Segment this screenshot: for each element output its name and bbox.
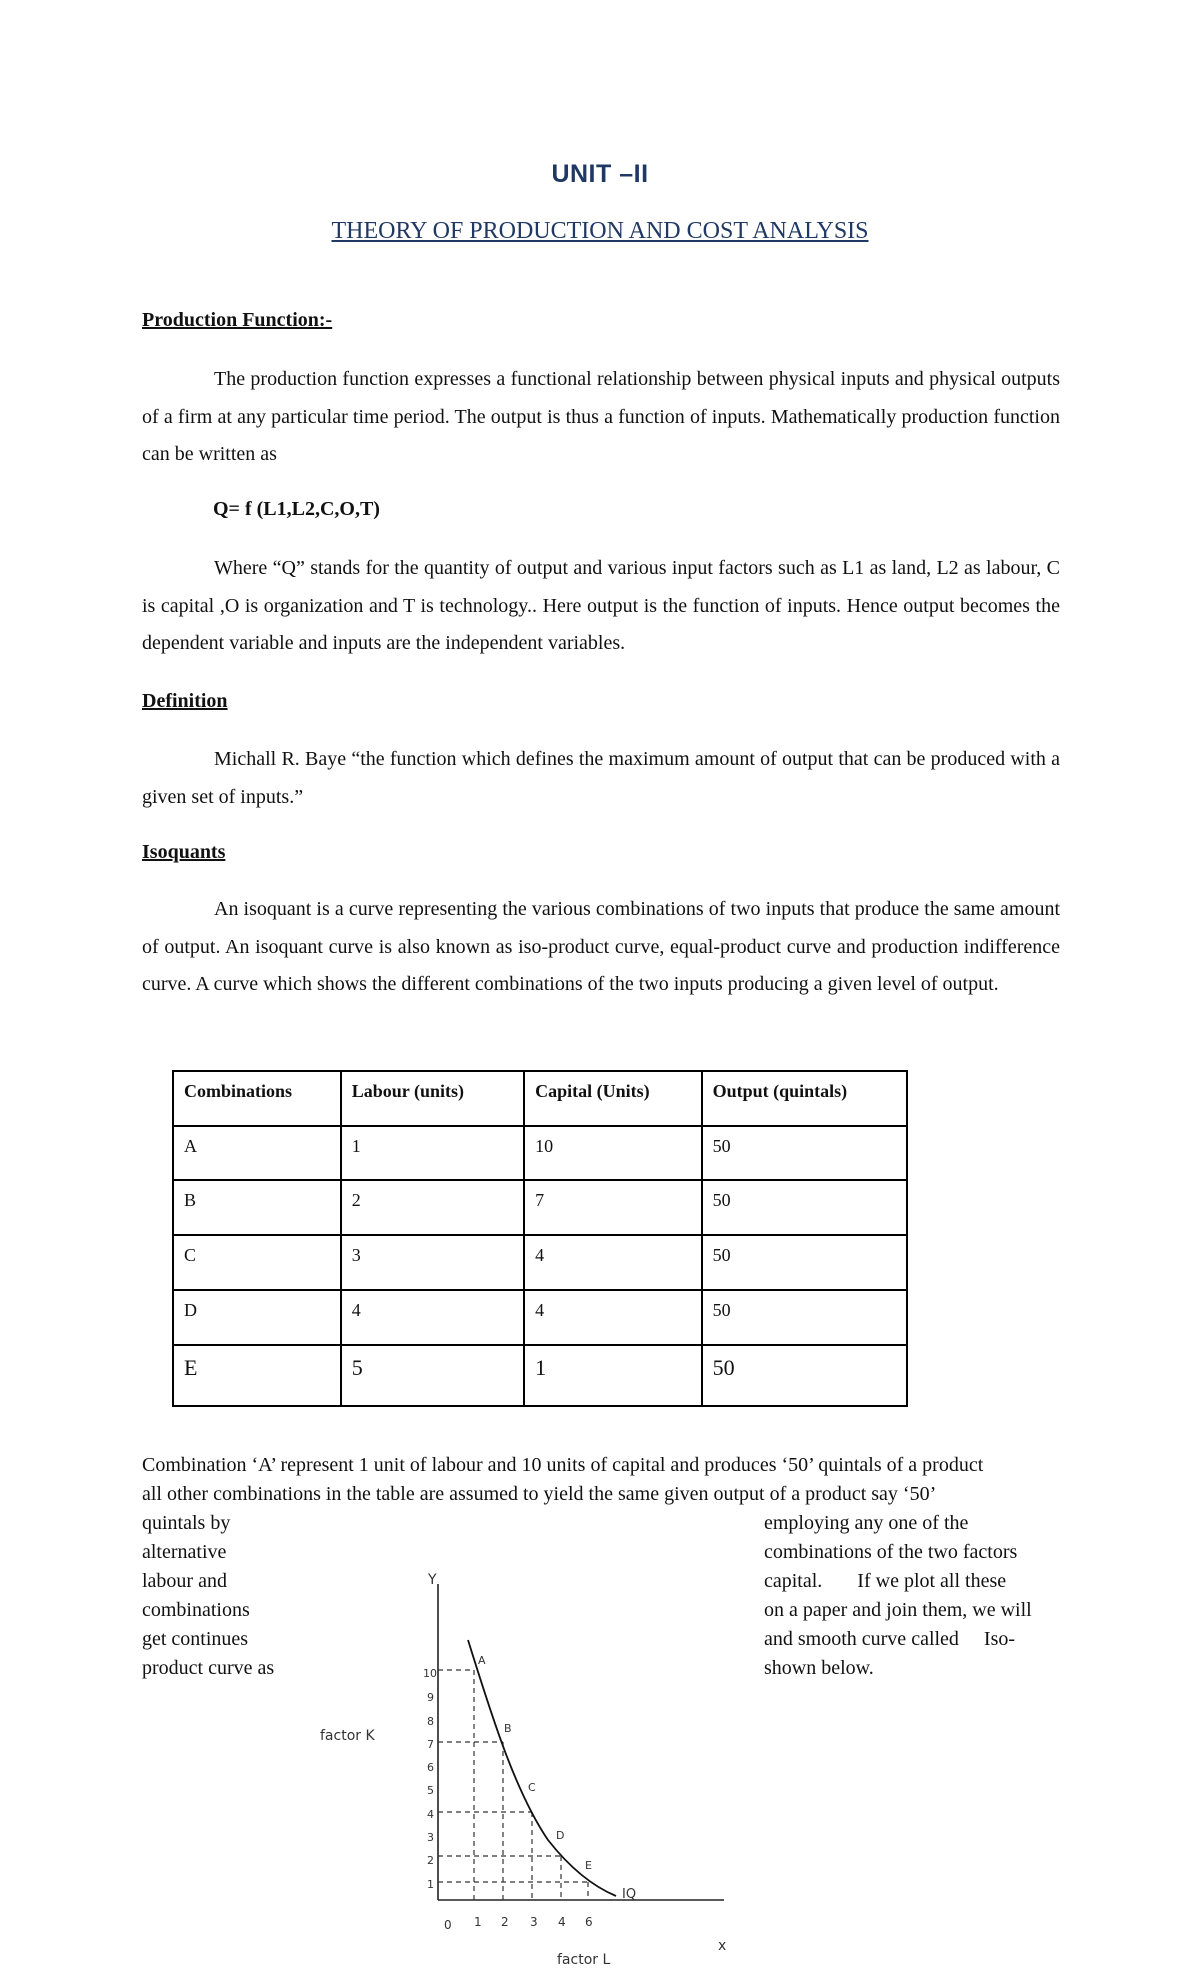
unit-heading: UNIT –II bbox=[551, 160, 649, 188]
table-cell: 4 bbox=[341, 1290, 524, 1345]
left-column-line: alternative bbox=[142, 1541, 227, 1563]
x-axis-label: x bbox=[718, 1938, 727, 1954]
production-variables-paragraph: Where “Q” stands for the quantity of output and various input factors such as L1 as land, L2 as labour, C is capital ,O is organization and T is technology.. Here output is the function of inputs. Hence output becomes the dependent variable and inputs are the independent variables. bbox=[142, 557, 1060, 654]
point-label-a: A bbox=[478, 1654, 486, 1667]
right-text-column bbox=[764, 1509, 1064, 1683]
table-cell: A bbox=[173, 1126, 341, 1181]
combination-text-line-1: Combination ‘A’ represent 1 unit of labour and 10 units of capital and produces ‘50’ quintals of a product bbox=[142, 1454, 984, 1476]
right-column-line: employing any one of the bbox=[764, 1512, 969, 1534]
definition-heading: Definition bbox=[142, 690, 228, 712]
y-tick-label: 5 bbox=[427, 1784, 434, 1797]
y-tick-label: 4 bbox=[427, 1808, 434, 1821]
isoquant-curve bbox=[468, 1640, 616, 1896]
point-label-b: B bbox=[504, 1722, 512, 1735]
left-text-column bbox=[142, 1509, 302, 1683]
dashed-guides bbox=[438, 1670, 588, 1900]
y-tick-label: 7 bbox=[427, 1738, 434, 1751]
curve-label-iq: IQ bbox=[622, 1887, 637, 1902]
production-formula: Q= f (L1,L2,C,O,T) bbox=[213, 498, 380, 520]
point-label-e: E bbox=[585, 1859, 592, 1872]
x-tick-label: 1 bbox=[474, 1915, 482, 1929]
point-label-d: D bbox=[556, 1829, 565, 1842]
left-column-line: product curve as bbox=[142, 1657, 275, 1679]
table-cell: 1 bbox=[341, 1126, 524, 1181]
factor-l-label: factor L bbox=[557, 1952, 611, 1968]
table-cell: B bbox=[173, 1180, 341, 1235]
table-cell: 50 bbox=[702, 1235, 907, 1290]
x-tick-labels bbox=[444, 1915, 593, 1932]
y-tick-label: 6 bbox=[427, 1761, 434, 1774]
left-column-line: combinations bbox=[142, 1599, 250, 1621]
y-axis-label: Y bbox=[428, 1572, 437, 1588]
y-tick-labels bbox=[423, 1667, 437, 1891]
point-labels bbox=[478, 1654, 592, 1872]
table-cell: C bbox=[173, 1235, 341, 1290]
y-tick-label: 9 bbox=[427, 1691, 434, 1704]
table-header-row bbox=[173, 1071, 907, 1126]
table-cell: 1 bbox=[524, 1345, 701, 1406]
right-column-line: and smooth curve called Iso- bbox=[764, 1628, 1016, 1650]
y-tick-label: 8 bbox=[427, 1715, 434, 1728]
table-row bbox=[173, 1290, 907, 1345]
table-header-cell: Combinations bbox=[173, 1071, 341, 1126]
y-tick-label: 3 bbox=[427, 1831, 434, 1844]
table-header-cell: Capital (Units) bbox=[524, 1071, 701, 1126]
table-header-cell: Output (quintals) bbox=[702, 1071, 907, 1126]
table-row bbox=[173, 1126, 907, 1181]
isoquant-figure bbox=[300, 1560, 760, 1976]
table-cell: 5 bbox=[341, 1345, 524, 1406]
definition-paragraph: Michall R. Baye “the function which defines the maximum amount of output that can be produced with a given set of inputs.” bbox=[142, 748, 1060, 808]
table-cell: 50 bbox=[702, 1126, 907, 1181]
point-label-c: C bbox=[528, 1781, 536, 1794]
table-cell: 50 bbox=[702, 1345, 907, 1406]
right-column-line: on a paper and join them, we will bbox=[764, 1599, 1032, 1621]
x-tick-label: 2 bbox=[501, 1915, 509, 1929]
table-cell: 7 bbox=[524, 1180, 701, 1235]
right-column-line: combinations of the two factors bbox=[764, 1541, 1018, 1563]
table-header-cell: Labour (units) bbox=[341, 1071, 524, 1126]
production-function-paragraph: The production function expresses a functional relationship between physical inputs and physical outputs of a firm at any particular time period. The output is thus a function of inputs. Mathematically production function can be written as bbox=[142, 368, 1060, 465]
table-cell: 50 bbox=[702, 1180, 907, 1235]
table-cell: 10 bbox=[524, 1126, 701, 1181]
left-column-line: labour and bbox=[142, 1570, 227, 1592]
table-row bbox=[173, 1180, 907, 1235]
x-tick-label: 0 bbox=[444, 1918, 452, 1932]
right-column-line: capital. If we plot all these bbox=[764, 1570, 1007, 1592]
production-function-heading: Production Function:- bbox=[142, 309, 333, 331]
y-tick-label: 10 bbox=[423, 1667, 437, 1680]
table-cell: D bbox=[173, 1290, 341, 1345]
left-column-line: quintals by bbox=[142, 1512, 231, 1534]
x-tick-label: 6 bbox=[585, 1915, 593, 1929]
table-cell: 4 bbox=[524, 1290, 701, 1345]
x-tick-label: 4 bbox=[558, 1915, 566, 1929]
left-column-line: get continues bbox=[142, 1628, 249, 1650]
combination-text-line-2: all other combinations in the table are assumed to yield the same given output of a product say ‘50’ bbox=[142, 1483, 937, 1505]
y-tick-label: 2 bbox=[427, 1854, 434, 1867]
right-column-line: shown below. bbox=[764, 1657, 874, 1679]
table-cell: 3 bbox=[341, 1235, 524, 1290]
table-cell: 50 bbox=[702, 1290, 907, 1345]
factor-k-label: factor K bbox=[320, 1728, 375, 1744]
isoquants-heading: Isoquants bbox=[142, 841, 226, 863]
chapter-title: THEORY OF PRODUCTION AND COST ANALYSIS bbox=[331, 218, 869, 244]
isoquants-paragraph: An isoquant is a curve representing the various combinations of two inputs that produce the same amount of output. An isoquant curve is also known as iso-product curve, equal-product curve and production indifference curve. A curve which shows the different combinations of the two inputs producing a given level of output. bbox=[142, 898, 1060, 995]
y-tick-label: 1 bbox=[427, 1878, 434, 1891]
x-tick-label: 3 bbox=[530, 1915, 538, 1929]
table-cell: 4 bbox=[524, 1235, 701, 1290]
table-row bbox=[173, 1345, 907, 1406]
table-cell: E bbox=[173, 1345, 341, 1406]
table-cell: 2 bbox=[341, 1180, 524, 1235]
isoquant-table bbox=[172, 1070, 908, 1407]
table-row bbox=[173, 1235, 907, 1290]
